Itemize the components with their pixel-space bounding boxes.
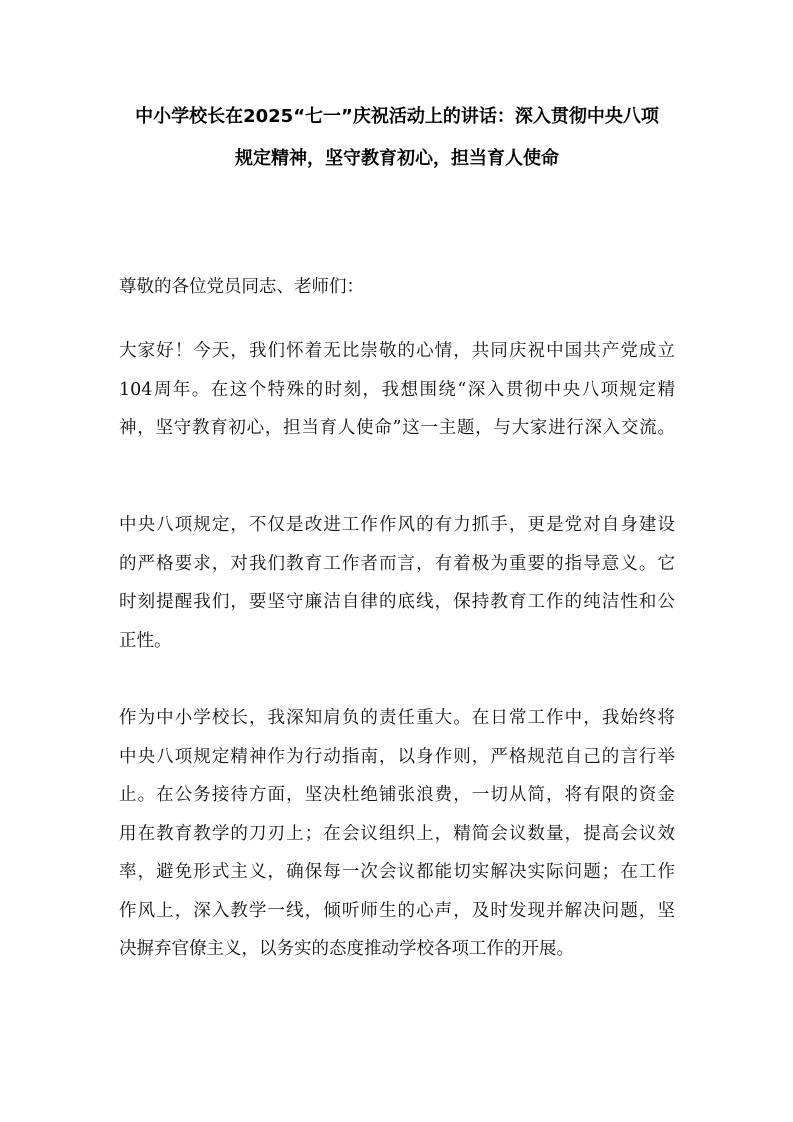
paragraph-line: 作风上，深入教学一线，倾听师生的心声，及时发现并解决问题，坚 (119, 900, 675, 921)
paragraph-eight-rules (119, 506, 675, 660)
paragraph-principal-duty (119, 699, 675, 969)
paragraph-line: 中央八项规定精神作为行动指南，以身作则，严格规范自己的言行举 (119, 746, 675, 767)
document-page (119, 96, 675, 959)
title-line: 中小学校长在2025“七一”庆祝活动上的讲话：深入贯彻中央八项 (135, 106, 659, 127)
title-line: 规定精神，坚守教育初心，担当育人使命 (235, 148, 559, 169)
paragraph-line: 时刻提醒我们，要坚守廉洁自律的底线，保持教育工作的纯洁性和公 (119, 592, 675, 612)
paragraph-line: 决摒弃官僚主义，以务实的态度推动学校各项工作的开展。 (119, 939, 574, 959)
paragraph-line: 104周年。在这个特殊的时刻，我想围绕“深入贯彻中央八项规定精 (119, 379, 675, 400)
paragraph-line: 大家好！今天，我们怀着无比崇敬的心情，共同庆祝中国共产党成立 (119, 341, 675, 361)
document-title (119, 96, 675, 180)
paragraph-greeting (119, 332, 675, 448)
salutation: 尊敬的各位党员同志、老师们： (119, 277, 364, 297)
paragraph-line: 作为中小学校长，我深知肩负的责任重大。在日常工作中，我始终将 (119, 708, 675, 728)
paragraph-line: 率，避免形式主义，确保每一次会议都能切实解决实际问题；在工作 (119, 862, 675, 882)
paragraph-line: 正性。 (119, 630, 172, 651)
paragraph-line: 用在教育教学的刀刃上；在会议组织上，精简会议数量，提高会议效 (119, 823, 675, 844)
paragraph-line: 神，坚守教育初心，担当育人使命”这一主题，与大家进行深入交流。 (119, 418, 675, 438)
paragraph-line: 中央八项规定，不仅是改进工作作风的有力抓手，更是党对自身建设 (119, 515, 675, 535)
paragraph-line: 的严格要求，对我们教育工作者而言，有着极为重要的指导意义。它 (119, 553, 675, 574)
paragraph-line: 止。在公务接待方面，坚决杜绝铺张浪费，一切从简，将有限的资金 (119, 785, 675, 805)
